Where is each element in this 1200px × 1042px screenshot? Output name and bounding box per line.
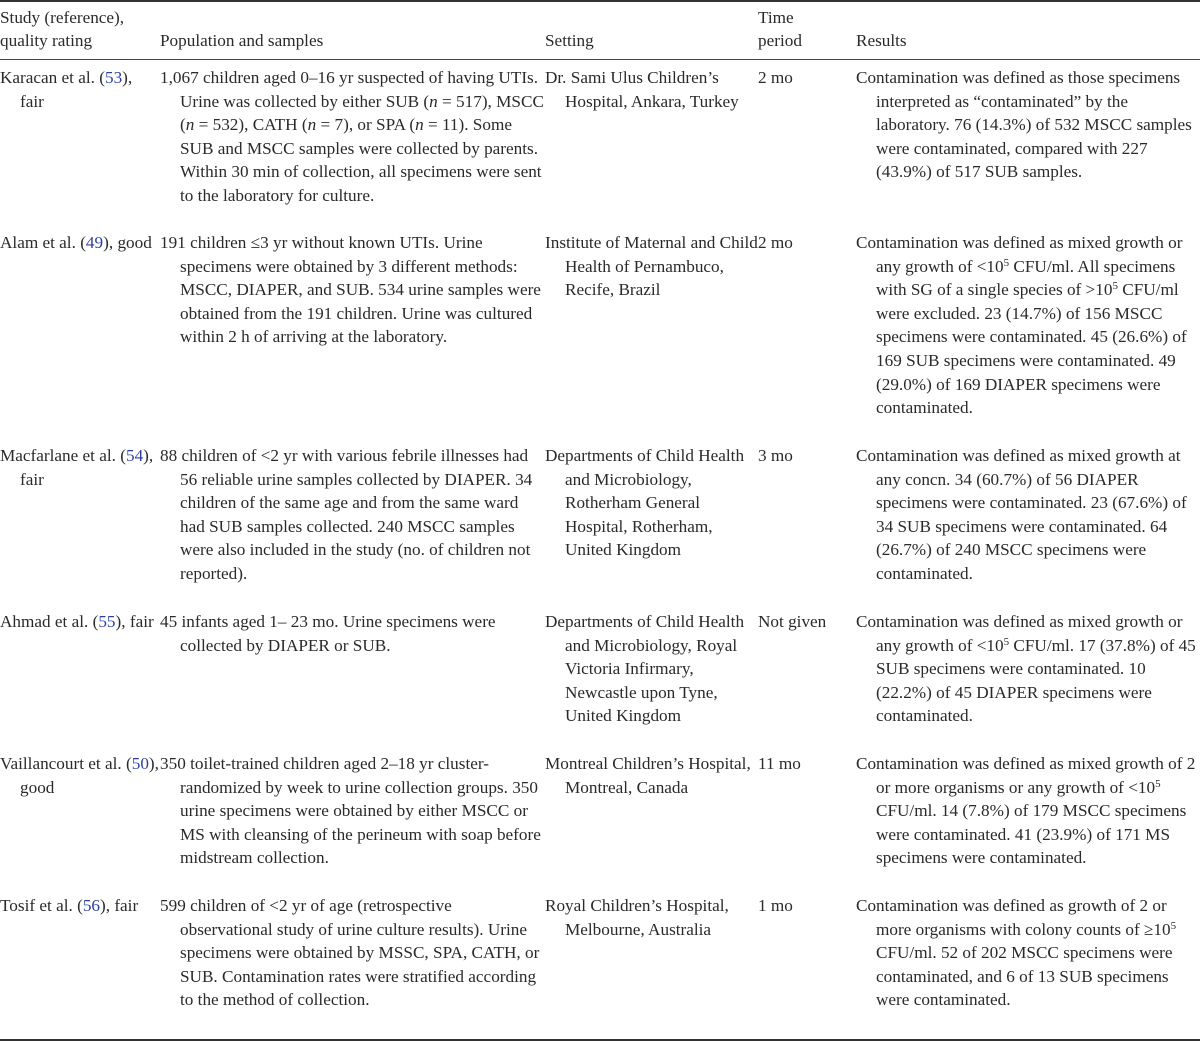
bottom-rule bbox=[0, 1039, 1200, 1041]
quality-rating: fair bbox=[20, 469, 44, 489]
setting-cell: Departments of Child Health and Microbiology, Rotherham General Hospital, Rotherham, United Kingdom bbox=[545, 446, 745, 560]
text-segment: Contamination was defined as growth of 2 or more organisms with colony counts of ≥10 bbox=[856, 896, 1171, 939]
text-segment: 88 children of <2 yr with various febrile illnesses had 56 reliable urine samples collected by DIAPER. 34 children of the same age and from the same ward had SUB samples collected. 240 MSCC samples were also included in the study (no. of children not reported). bbox=[160, 446, 533, 583]
setting-cell: Dr. Sami Ulus Children’s Hospital, Ankara, Turkey bbox=[545, 68, 739, 111]
header-results: Results bbox=[856, 31, 907, 51]
text-segment: = 532), CATH ( bbox=[194, 115, 308, 135]
reference-link[interactable]: 55 bbox=[98, 612, 116, 631]
exponent: 5 bbox=[1003, 256, 1010, 269]
header-time-period: Time period bbox=[758, 7, 802, 51]
study-cell: Vaillancourt et al. (50), good bbox=[0, 754, 159, 797]
setting-cell: Departments of Child Health and Microbiology, Royal Victoria Infirmary, Newcastle upon Tyne, United Kingdom bbox=[545, 612, 745, 726]
text-segment: CFU/ml. 14 (7.8%) of 179 MSCC specimens were contaminated. 41 (23.9%) of 171 MS specimens were contaminated. bbox=[876, 801, 1187, 868]
population-cell bbox=[160, 752, 545, 894]
header-row bbox=[0, 5, 1200, 59]
table-row bbox=[0, 610, 1200, 752]
exponent: 5 bbox=[1170, 919, 1177, 932]
results-cell bbox=[856, 59, 1200, 231]
study-author: Alam et al. bbox=[0, 233, 76, 252]
time-period-cell: 11 mo bbox=[758, 754, 801, 773]
text-segment: 1,067 children aged 0–16 yr suspected of having UTIs. Urine was collected by either SUB ( bbox=[160, 68, 539, 111]
text-segment: Contamination was defined as mixed growth or any growth of <10 bbox=[856, 233, 1183, 276]
text-segment: = 7), or SPA ( bbox=[316, 115, 416, 135]
results-cell bbox=[856, 752, 1200, 894]
study-cell: Tosif et al. (56), fair bbox=[0, 896, 139, 915]
study-cell: Alam et al. (49), good bbox=[0, 233, 152, 252]
time-period-cell: 1 mo bbox=[758, 896, 793, 915]
results-cell bbox=[856, 610, 1200, 752]
exponent: 5 bbox=[1155, 777, 1161, 790]
top-rule bbox=[0, 0, 1200, 2]
reference-link[interactable]: 49 bbox=[85, 233, 104, 252]
text-segment: 599 children of <2 yr of age (retrospective observational study of urine culture results). Urine specimens were obtained by MSSC, SPA, CATH, or SUB. Contamination rates were stratified according to the method of collection. bbox=[160, 896, 540, 1010]
table-row bbox=[0, 894, 1200, 1034]
setting-cell: Institute of Maternal and Child Health of Pernambuco, Recife, Brazil bbox=[545, 233, 758, 300]
population-cell bbox=[160, 894, 545, 1034]
population-cell bbox=[160, 610, 545, 752]
studies-table bbox=[0, 5, 1200, 1034]
reference-link[interactable]: 53 bbox=[104, 68, 123, 87]
text-segment: CFU/ml were excluded. 23 (14.7%) of 156 MSCC specimens were contaminated. 45 (26.6%) of 169 SUB specimens were contaminated. 49 (29.0%) of 169 DIAPER specimens were contaminated. bbox=[876, 280, 1187, 418]
table-row bbox=[0, 231, 1200, 444]
study-cell: Macfarlane et al. (54), fair bbox=[0, 446, 154, 489]
study-cell: Ahmad et al. (55), fair bbox=[0, 612, 154, 631]
text-segment: Contamination was defined as those specimens interpreted as “contaminated” by the laboratory. 76 (14.3%) of 532 MSCC samples were contaminated, compared with 227 (43.9%) of 517 SUB samples. bbox=[856, 68, 1192, 182]
quality-rating: fair bbox=[129, 612, 154, 631]
quality-rating: fair bbox=[114, 896, 139, 915]
setting-cell: Royal Children’s Hospital, Melbourne, Australia bbox=[545, 896, 729, 939]
italic-n: n bbox=[185, 115, 195, 135]
study-author: Vaillancourt et al. bbox=[0, 754, 122, 773]
text-segment: Contamination was defined as mixed growth or any growth of <10 bbox=[856, 612, 1183, 655]
table-row bbox=[0, 59, 1200, 231]
quality-rating: good bbox=[117, 233, 152, 252]
time-period-cell: 3 mo bbox=[758, 446, 793, 465]
header-study: Study (reference), quality rating bbox=[0, 7, 125, 51]
population-cell bbox=[160, 59, 545, 231]
text-segment: = 11). Some SUB and MSCC samples were collected by parents. Within 30 min of collection, all specimens were sent to the laboratory for culture. bbox=[180, 115, 542, 205]
italic-n: n bbox=[429, 91, 438, 111]
quality-rating: fair bbox=[20, 91, 44, 111]
exponent: 5 bbox=[1003, 635, 1010, 648]
quality-rating: good bbox=[20, 777, 55, 797]
text-segment: CFU/ml. All specimens with SG of a single species of >10 bbox=[876, 256, 1176, 300]
reference-link[interactable]: 56 bbox=[82, 896, 100, 915]
population-cell bbox=[160, 444, 545, 610]
results-cell bbox=[856, 231, 1200, 444]
reference-link[interactable]: 54 bbox=[125, 446, 144, 465]
study-author: Ahmad et al. bbox=[0, 612, 89, 631]
time-period-cell: 2 mo bbox=[758, 68, 793, 87]
text-segment: Contamination was defined as mixed growth of 2 or more organisms or any growth of <10 bbox=[856, 754, 1196, 797]
reference-link[interactable]: 50 bbox=[131, 754, 149, 773]
study-cell: Karacan et al. (53), fair bbox=[0, 68, 133, 111]
time-period-cell: 2 mo bbox=[758, 233, 793, 252]
results-cell bbox=[856, 894, 1200, 1034]
study-author: Tosif et al. bbox=[0, 896, 73, 915]
text-segment: 45 infants aged 1– 23 mo. Urine specimens were collected by DIAPER or SUB. bbox=[160, 612, 496, 655]
table-row bbox=[0, 444, 1200, 610]
text-segment: 191 children ≤3 yr without known UTIs. Urine specimens were obtained by 3 different methods: MSCC, DIAPER, and SUB. 534 urine samples were obtained from the 191 children. Urine was cultured within 2 h of arriving at the laboratory. bbox=[160, 233, 541, 347]
header-population: Population and samples bbox=[160, 31, 324, 51]
exponent: 5 bbox=[1112, 280, 1118, 293]
table-row bbox=[0, 752, 1200, 894]
header-setting: Setting bbox=[545, 31, 594, 51]
time-period-cell: Not given bbox=[758, 612, 827, 631]
text-segment: CFU/ml. 17 (37.8%) of 45 SUB specimens were contaminated. 10 (22.2%) of 45 DIAPER specimens were contaminated. bbox=[876, 635, 1196, 726]
text-segment: 350 toilet-trained children aged 2–18 yr cluster-randomized by week to urine collection groups. 350 urine specimens were obtained by either MSCC or MS with cleansing of the perineum with soap before midstream collection. bbox=[160, 754, 541, 868]
text-segment: Contamination was defined as mixed growth at any concn. 34 (60.7%) of 56 DIAPER specimens were contaminated. 23 (67.6%) of 34 SUB specimens were contaminated. 64 (26.7%) of 240 MSCC specimens were contaminated. bbox=[856, 446, 1187, 583]
italic-n: n bbox=[307, 115, 317, 135]
study-author: Macfarlane et al. bbox=[0, 446, 116, 465]
setting-cell: Montreal Children’s Hospital, Montreal, Canada bbox=[545, 754, 751, 797]
study-author: Karacan et al. bbox=[0, 68, 95, 87]
results-cell bbox=[856, 444, 1200, 610]
population-cell bbox=[160, 231, 545, 444]
text-segment: = 517), MSCC ( bbox=[180, 91, 544, 135]
text-segment: CFU/ml. 52 of 202 MSCC specimens were contaminated, and 6 of 13 SUB specimens were contaminated. bbox=[876, 943, 1173, 1010]
italic-n: n bbox=[415, 115, 424, 135]
